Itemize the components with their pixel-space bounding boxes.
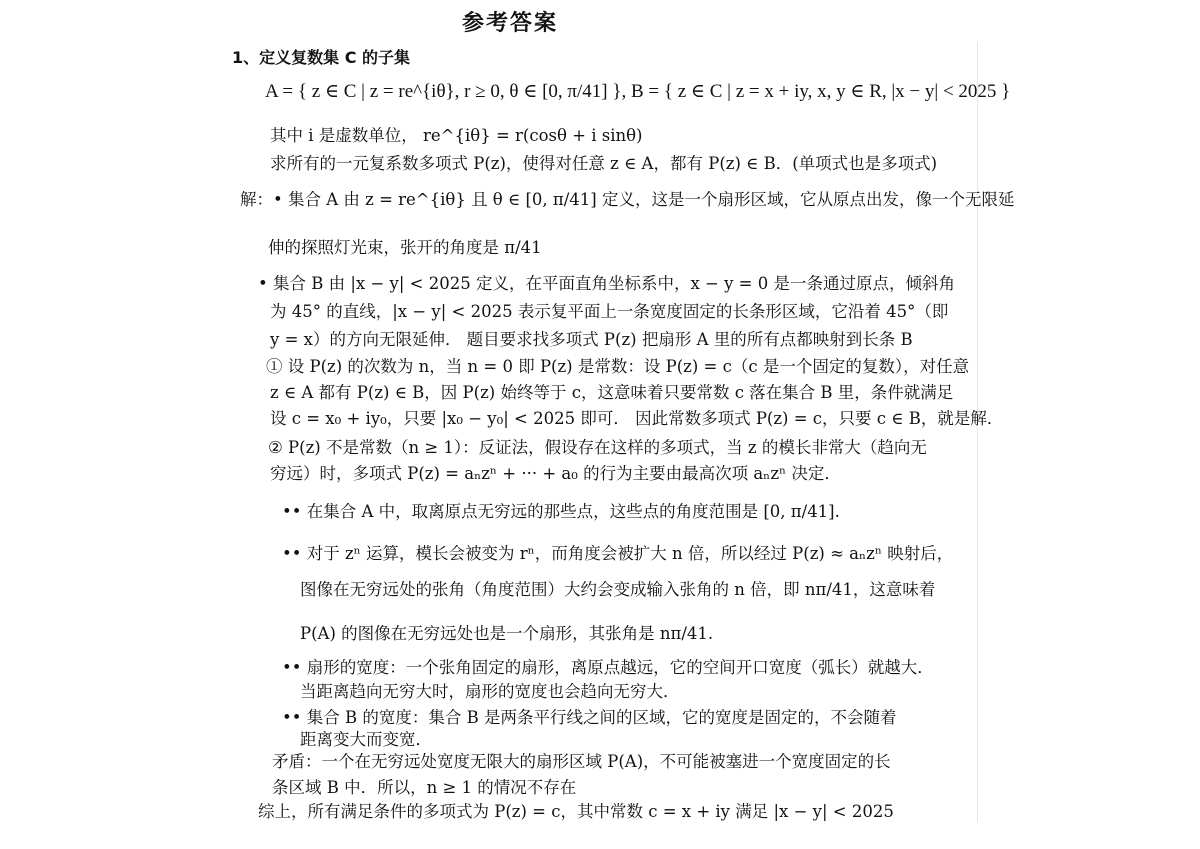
solution-line-18: 距离变大而变宽． — [300, 730, 432, 749]
page-title: 参考答案 — [462, 11, 559, 36]
unit-note: 其中 i 是虚数单位， re^{iθ} = r(cosθ + i sinθ) — [270, 126, 643, 145]
solution-line-14: P(A) 的图像在无穷远处也是一个扇形，其张角是 nπ/41. — [300, 624, 714, 643]
solution-line-6: ① 设 P(z) 的次数为 n，当 n = 0 即 P(z) 是常数：设 P(z) = c（c 是一个固定的复数），对任意 — [266, 357, 970, 376]
solution-line-17: •• 集合 B 的宽度：集合 B 是两条平行线之间的区域，它的宽度是固定的，不会随着 — [282, 708, 897, 727]
page-margin-rule — [977, 42, 978, 822]
solution-line-9: ② P(z) 不是常数（n ≥ 1）：反证法，假设存在这样的多项式，当 z 的模长非常大（趋向无 — [268, 438, 927, 457]
solution-line-12: •• 对于 zⁿ 运算，模长会被变为 rⁿ，而角度会被扩大 n 倍，所以经过 P(z) ≈ aₙzⁿ 映射后， — [282, 544, 954, 563]
solution-line-13: 图像在无穷远处的张角（角度范围）大约会变成输入张角的 n 倍，即 nπ/41，这意味着 — [300, 580, 936, 599]
set-definitions: A = { z ∈ C | z = re^{iθ}, r ≥ 0, θ ∈ [0, π/41] }, B = { z ∈ C | z = x + iy, x, y ∈ R, |x − y| < 2025 } — [265, 81, 1011, 102]
solution-line-2: 伸的探照灯光束，张开的角度是 π/41 — [268, 238, 542, 257]
question-heading: 1、定义复数集 C 的子集 — [232, 48, 411, 67]
solution-line-1: 解：• 集合 A 由 z = re^{iθ} 且 θ ∈ [0, π/41] 定义，这是一个扇形区域，它从原点出发，像一个无限延 — [240, 190, 1015, 209]
solution-line-8: 设 c = x₀ + iy₀，只要 |x₀ − y₀| < 2025 即可． 因此常数多项式 P(z) = c，只要 c ∈ B，就是解． — [270, 409, 1004, 428]
solution-line-10: 穷远）时，多项式 P(z) = aₙzⁿ + ··· + a₀ 的行为主要由最高次项 aₙzⁿ 决定． — [270, 464, 841, 483]
solution-conclusion: 综上，所有满足条件的多项式为 P(z) = c，其中常数 c = x + iy 满足 |x − y| < 2025 — [258, 802, 894, 821]
solution-line-20: 条区域 B 中．所以，n ≥ 1 的情况不存在 — [272, 778, 577, 797]
question-ask: 求所有的一元复系数多项式 P(z)，使得对任意 z ∈ A，都有 P(z) ∈ B．(单项式也是多项式) — [270, 154, 938, 173]
solution-line-5: y = x）的方向无限延伸． 题目要求找多项式 P(z) 把扇形 A 里的所有点都映射到长条 B — [270, 330, 913, 349]
solution-line-19: 矛盾：一个在无穷远处宽度无限大的扇形区域 P(A)，不可能被塞进一个宽度固定的长 — [272, 752, 891, 771]
solution-line-3: • 集合 B 由 |x − y| < 2025 定义，在平面直角坐标系中，x − y = 0 是一条通过原点，倾斜角 — [258, 274, 955, 293]
solution-line-15: •• 扇形的宽度：一个张角固定的扇形，离原点越远，它的空间开口宽度（弧长）就越大． — [282, 658, 934, 677]
solution-line-7: z ∈ A 都有 P(z) ∈ B，因 P(z) 始终等于 c，这意味着只要常数 c 落在集合 B 里，条件就满足 — [270, 383, 954, 402]
solution-line-16: 当距离趋向无穷大时，扇形的宽度也会趋向无穷大． — [300, 682, 680, 701]
solution-line-4: 为 45° 的直线，|x − y| < 2025 表示复平面上一条宽度固定的长条形区域，它沿着 45°（即 — [270, 302, 949, 321]
solution-line-11: •• 在集合 A 中，取离原点无穷远的那些点，这些点的角度范围是 [0, π/41]. — [282, 502, 840, 521]
